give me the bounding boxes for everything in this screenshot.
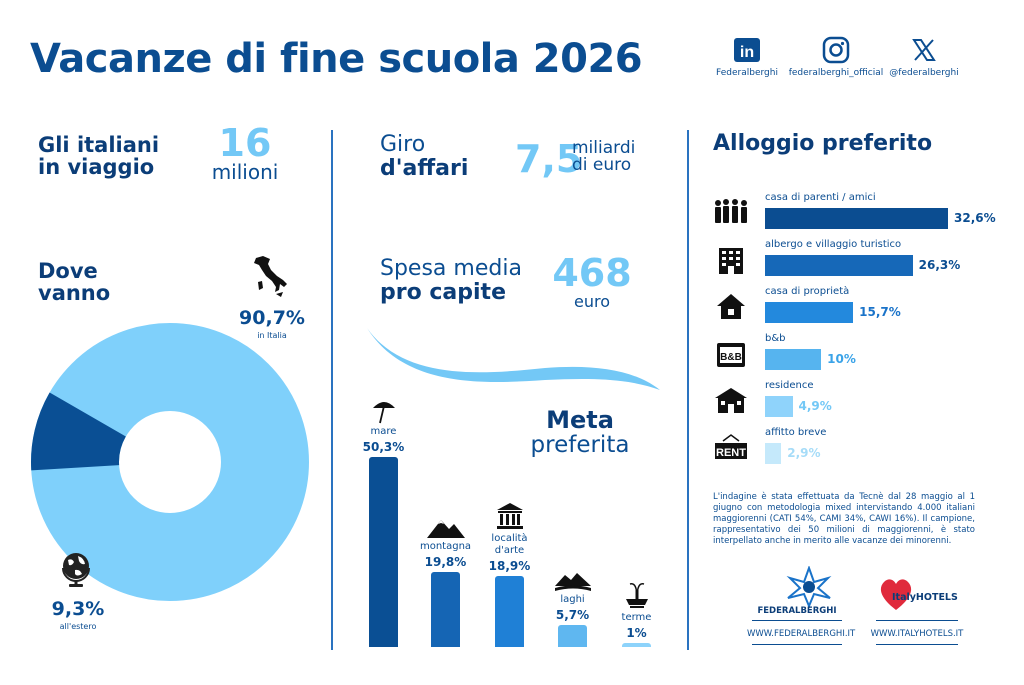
destination-bar-value: 1% bbox=[626, 626, 647, 641]
italyhotels-url[interactable]: WWW.ITALYHOTELS.IT bbox=[870, 629, 964, 639]
globe-icon bbox=[58, 550, 94, 592]
bnb-icon bbox=[712, 339, 750, 373]
destination-bar bbox=[369, 457, 398, 647]
federalberghi-url[interactable]: WWW.FEDERALBERGHI.IT bbox=[747, 629, 856, 639]
accommodation-label: casa di parenti / amici bbox=[765, 192, 876, 203]
accommodation-label: albergo e villaggio turistico bbox=[765, 239, 902, 250]
where-label: Dove vanno bbox=[38, 259, 111, 305]
footer-divider bbox=[752, 644, 842, 645]
italy-pct: 90,7% bbox=[239, 307, 305, 329]
social-handle: Federalberghi bbox=[716, 68, 778, 78]
accommodation-label: affitto breve bbox=[765, 427, 827, 438]
accommodation-value: 4,9% bbox=[798, 399, 832, 413]
survey-note: L'indagine è stata effettuata da Tecnè dal 28 maggio al 1 giugno con metodologia mixed intervistando 4.000 italiani maggiorenni (CATI 54%, CAMI 34%, CAWI 16%). Il campione, rappresentativo dei 50 milioni di maggiorenni, è stato interpellato anche in merito alle vacanze dei minorenni. bbox=[713, 492, 975, 546]
accommodation-value: 2,9% bbox=[787, 446, 821, 460]
destination-bar-value: 18,9% bbox=[488, 558, 531, 573]
footer-divider bbox=[876, 644, 958, 645]
accommodation-bar bbox=[765, 443, 781, 464]
accommodation-bar bbox=[765, 302, 853, 323]
umbrella-icon bbox=[364, 398, 404, 428]
destination-bar bbox=[558, 625, 587, 647]
accommodation-bar bbox=[765, 255, 913, 276]
accommodation-bar bbox=[765, 396, 793, 417]
abroad-label: all'estero bbox=[59, 622, 97, 631]
wave-decoration bbox=[365, 322, 665, 402]
lake-icon bbox=[553, 570, 593, 596]
social-linkedin[interactable] bbox=[697, 36, 797, 78]
spend-value: 468 bbox=[552, 251, 632, 295]
destination-bar-label: località d'arte bbox=[491, 532, 528, 556]
fountain-icon bbox=[617, 580, 657, 614]
travellers-value: 16 bbox=[218, 121, 272, 165]
destination-bar-value: 5,7% bbox=[555, 608, 590, 623]
accommodation-bar bbox=[765, 349, 821, 370]
page-title: Vacanze di fine scuola 2026 bbox=[30, 36, 643, 82]
residence-icon bbox=[712, 386, 750, 418]
accommodation-label: residence bbox=[765, 380, 814, 391]
social-instagram[interactable] bbox=[786, 36, 886, 78]
instagram-icon bbox=[786, 36, 886, 64]
social-handle: federalberghi_official bbox=[788, 68, 884, 78]
turnover-unit: miliardi di euro bbox=[572, 138, 636, 175]
social-x[interactable] bbox=[874, 36, 974, 78]
column-divider bbox=[687, 130, 689, 650]
temple-icon bbox=[490, 501, 530, 535]
x-icon bbox=[874, 36, 974, 64]
mountain-icon bbox=[426, 517, 466, 543]
travellers-label: Gli italiani in viaggio bbox=[38, 133, 160, 179]
footer-divider bbox=[876, 620, 958, 621]
turnover-label: Giro d'affari bbox=[380, 132, 469, 181]
destination-bar-label: montagna bbox=[419, 541, 472, 553]
social-handle: @federalberghi bbox=[889, 68, 959, 78]
footer-divider bbox=[752, 620, 842, 621]
linkedin-icon bbox=[697, 36, 797, 64]
accommodation-bar bbox=[765, 208, 948, 229]
accommodation-title: Alloggio preferito bbox=[713, 131, 933, 156]
federalberghi-logo-text: FEDERALBERGHI bbox=[757, 606, 837, 616]
destination-bar-label: terme bbox=[621, 612, 652, 624]
italyhotels-logo-text: ItalyHOTELS bbox=[892, 592, 958, 603]
people-icon bbox=[712, 198, 750, 228]
travellers-figure bbox=[205, 121, 285, 184]
accommodation-value: 10% bbox=[827, 352, 856, 366]
destination-bar-value: 19,8% bbox=[424, 555, 467, 570]
italy-icon bbox=[250, 254, 290, 304]
destination-bar bbox=[495, 576, 524, 647]
travellers-unit: milioni bbox=[211, 160, 279, 184]
svg-text:in: in bbox=[739, 44, 755, 61]
abroad-pct: 9,3% bbox=[51, 598, 105, 620]
accommodation-label: casa di proprietà bbox=[765, 286, 850, 297]
svg-text:B&B: B&B bbox=[720, 352, 742, 363]
destination-bar bbox=[431, 572, 460, 647]
italy-label: in Italia bbox=[257, 331, 287, 340]
rent-icon bbox=[712, 433, 750, 465]
accommodation-label: b&b bbox=[765, 333, 786, 344]
spend-label: Spesa media pro capite bbox=[380, 256, 522, 305]
svg-text:RENT: RENT bbox=[716, 447, 746, 459]
accommodation-value: 26,3% bbox=[918, 258, 961, 272]
hotel-icon bbox=[712, 245, 750, 279]
turnover-value: 7,5 bbox=[515, 137, 583, 181]
house-icon bbox=[712, 292, 750, 324]
accommodation-value: 32,6% bbox=[954, 211, 996, 225]
destination-bar-label: mare bbox=[370, 426, 397, 437]
accommodation-value: 15,7% bbox=[859, 305, 901, 319]
destination-bar-label: laghi bbox=[560, 594, 585, 606]
destination-title: Meta preferita bbox=[530, 406, 630, 458]
spend-figure bbox=[552, 251, 632, 312]
spend-unit: euro bbox=[574, 292, 610, 311]
destination-bar bbox=[622, 643, 651, 647]
destination-bar-value: 50,3% bbox=[362, 440, 405, 454]
column-divider bbox=[331, 130, 333, 650]
